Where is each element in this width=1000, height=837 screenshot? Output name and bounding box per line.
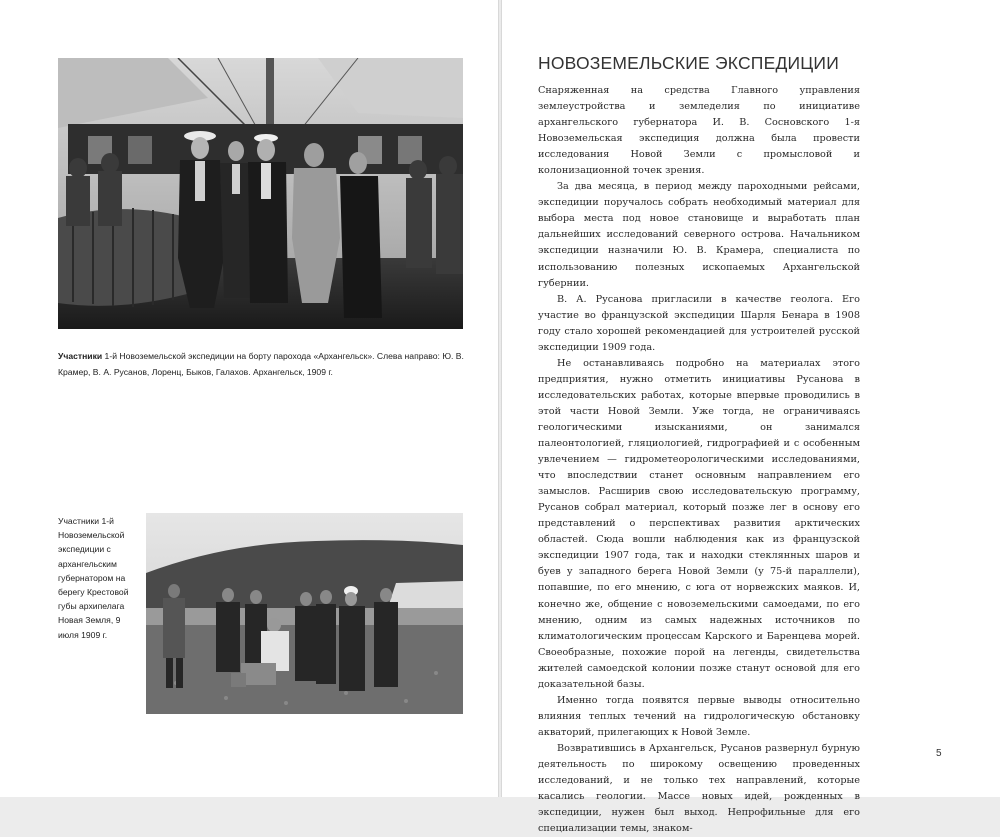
photo-ship-deck xyxy=(58,58,463,329)
paragraph: Не останавливаясь подробно на материалах этого предприятия, нужно отметить инициативы Русанова в исследовательских работах, которые впервые проводились в этой части Новой Земли. Уже тогда, не ограничиваясь геологическими изысканиями, он занимался палеонтологией, гляциологией, гидрографией и с особенным увлечением — гидрометеорологическими исследованиями, что впоследствии станет основным направлением его замыслов. Расширив свою исследовательскую программу, Русанов собрал материал, который позже лег в основу его представлений о перспективах развития арктических областей. Сюда вошли наблюдения как из французской экспедиции 1907 года, так и находки стеклянных шаров и буев у западного берега Новой Земли (у 75-й параллели), попавшие, по его мнению, с юга от норвежских маяков. И, конечно же, общение с новоземельскими самоедами, по его мнению, одним из самых надежных источников по климатологическим процессам Карского и Баренцева морей. Своеобразные, похожие порой на легенды, свидетельства жителей самоедской колонии позже станут основой для его доказательной базы. xyxy=(538,357,860,690)
paragraph: В. А. Русанова пригласили в качестве геолога. Его участие во французской экспедиции Шарля Бенара в 1908 году стало хорошей рекомендацией для устроителей русской экспедиции 1909 года. xyxy=(538,293,860,353)
paragraph: Именно тогда появятся первые выводы относительно влияния теплых течений на гидрологическую обстановку акваторий, прилегающих к Новой Земле. xyxy=(538,694,860,738)
body-text xyxy=(538,83,860,837)
caption-lead: Участники xyxy=(58,351,103,361)
caption-text: 1-й Новоземельской экспедиции на борту парохода «Архангельск». Слева направо: Ю. В. Крамер, В. А. Русанов, Лоренц, Быков, Галахов. Архангельск, 1909 г. xyxy=(58,351,464,377)
photo-ship-deck-caption xyxy=(58,348,468,380)
paragraph: Возвратившись в Архангельск, Русанов развернул бурную деятельность по широкому освещению проведенных исследований, и не только тех направлений, которые касались геологии. Массе новых идей, рожденных в экспедиции, нужен был выход. Непрофильные для его специализации темы, знаком- xyxy=(538,742,860,835)
paragraph: За два месяца, в период между пароходными рейсами, экспедиции поручалось собрать необходимый материал для выбора места под новое становище и выработать план дальнейших исследований северного острова. Начальником экспедиции назначили Ю. В. Крамера, специалиста по использованию полезных ископаемых Архангельской губернии. xyxy=(538,181,860,289)
section-heading: НОВОЗЕМЕЛЬСКИЕ ЭКСПЕДИЦИИ xyxy=(538,53,839,73)
photo-shore xyxy=(146,513,463,714)
photo-ship-deck-image xyxy=(58,58,463,329)
paragraph: Снаряженная на средства Главного управления землеустройства и земледелия по инициативе архангельского губернатора И. В. Сосновского 1-я Новоземельская экспедиция должна была провести исследования Новой Земли с промысловой и колонизационной точек зрения. xyxy=(538,85,860,177)
page-number: 5 xyxy=(936,748,942,759)
photo-shore-image xyxy=(146,513,463,714)
photo-shore-caption: Участники 1-й Новоземельской экспедиции с архангельским губернатором на берегу Крестовой губы архипелага Новая Земля, 9 июля 1909 г. xyxy=(58,516,129,640)
